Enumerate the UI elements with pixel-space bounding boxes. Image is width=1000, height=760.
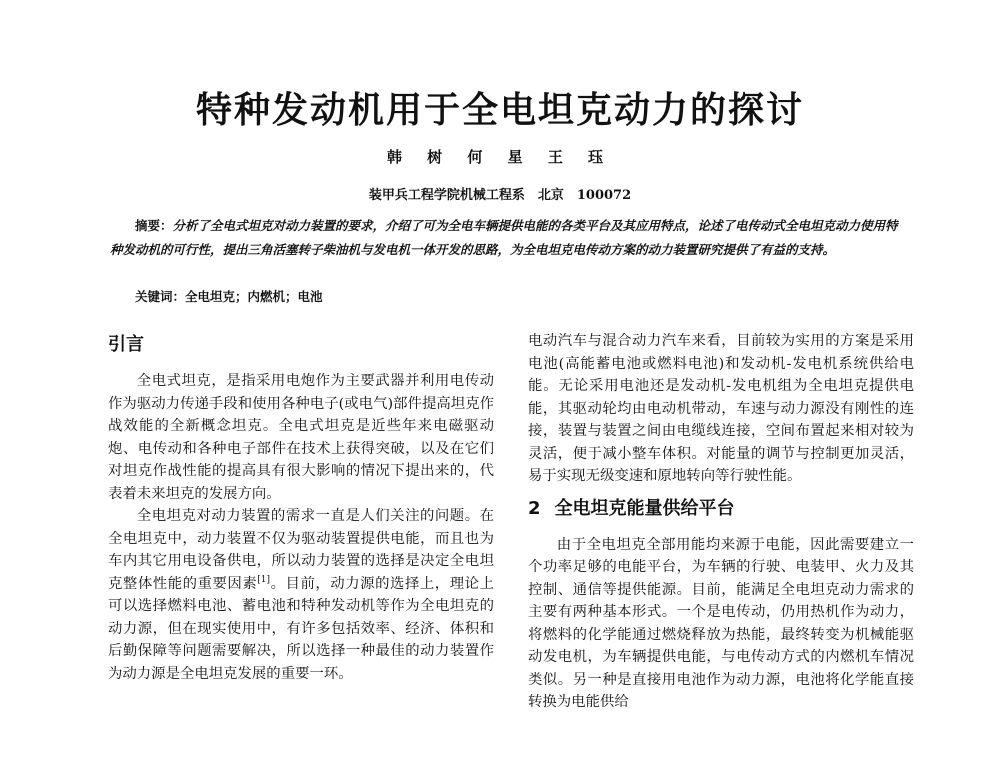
right-column [528, 330, 914, 714]
intro-paragraph-2 [108, 505, 494, 685]
keywords [110, 287, 910, 307]
section-title: 全电坦克能量供给平台 [554, 497, 735, 519]
section-2-heading [528, 494, 914, 524]
keywords-text: 全电坦克；内燃机；电池 [185, 289, 323, 304]
keywords-label: 关键词： [135, 289, 186, 304]
paper-affiliation: 装甲兵工程学院机械工程系 北京 100072 [368, 188, 632, 203]
abstract-label: 摘要： [135, 218, 173, 233]
left-column [108, 330, 494, 685]
intro-paragraph-2-text-a: 全电坦克对动力装置的需求一直是人们关注的问题。在全电坦克中，动力装置不仅为驱动装置提供电能，而且也为车内其它用电设备供电，所以动力装置的选择是决定全电坦克整体性能的重要因素 [108, 508, 494, 592]
section-2-paragraph-1: 由于全电坦克全部用能均来源于电能，因此需要建立一个功率足够的电能平台，为车辆的行驶、电装甲、火力及其控制、通信等提供能源。目前，能满足全电坦克动力需求的主要有两种基本形式。一个是电传动，仍用热机作为动力，将燃料的化学能通过燃烧释放为热能，最终转变为机械能驱动发电机，为车辆提供电能，与电传动方式的内燃机车情况类似。另一种是直接用电池作为动力源，电池将化学能直接转换为电能供给 [528, 536, 914, 710]
intro-heading: 引言 [108, 334, 144, 355]
abstract [110, 214, 910, 262]
intro-paragraph-1: 全电式坦克，是指采用电炮作为主要武器并利用电传动作为驱动力传递手段和使用各种电子(或电气)部件提高坦克作战效能的全新概念坦克。全电式坦克是近些年来电磁驱动炮、电传动和各种电子部件在技术上获得突破，以及在它们对坦克作战性能的提高具有很大影响的情况下提出来的，代表着未来坦克的发展方向。 [108, 373, 494, 502]
paper-authors: 韩 树 何 星 王 珏 [386, 148, 614, 166]
intro-paragraph-2-text-b: 。目前，动力源的选择上，理论上可以选择燃料电池、蓄电池和特种发动机等作为全电坦克的动力源，但在现实使用中，有许多包括效率、经济、体积和后勤保障等问题需要解决，所以选择一种最佳的动力装置作为动力源是全电坦克发展的重要一环。 [108, 575, 494, 682]
paper-title: 特种发动机用于全电坦克动力的探讨 [195, 90, 804, 131]
citation-ref: [1] [257, 574, 271, 585]
section-number: 2 [528, 497, 541, 519]
right-paragraph-continued: 电动汽车与混合动力汽车来看，目前较为实用的方案是采用电池(高能蓄电池或燃料电池)和发动机-发电机系统供给电能。无论采用电池还是发动机-发电机组为全电坦克提供电能，其驱动轮均由电动机带动，车速与动力源没有刚性的连接，装置与装置之间由电缆线连接，空间布置起来相对较为灵活，便于减小整车体积。对能量的调节与控制更加灵活，易于实现无级变速和原地转向等行驶性能。 [528, 333, 914, 484]
abstract-text: 分析了全电式坦克对动力装置的要求，介绍了可为全电车辆提供电能的各类平台及其应用特点，论述了电传动式全电坦克动力使用特种发动机的可行性，提出三角活塞转子柴油机与发电机一体开发的思路，为全电坦克电传动方案的动力装置研究提供了有益的支持。 [110, 218, 898, 257]
